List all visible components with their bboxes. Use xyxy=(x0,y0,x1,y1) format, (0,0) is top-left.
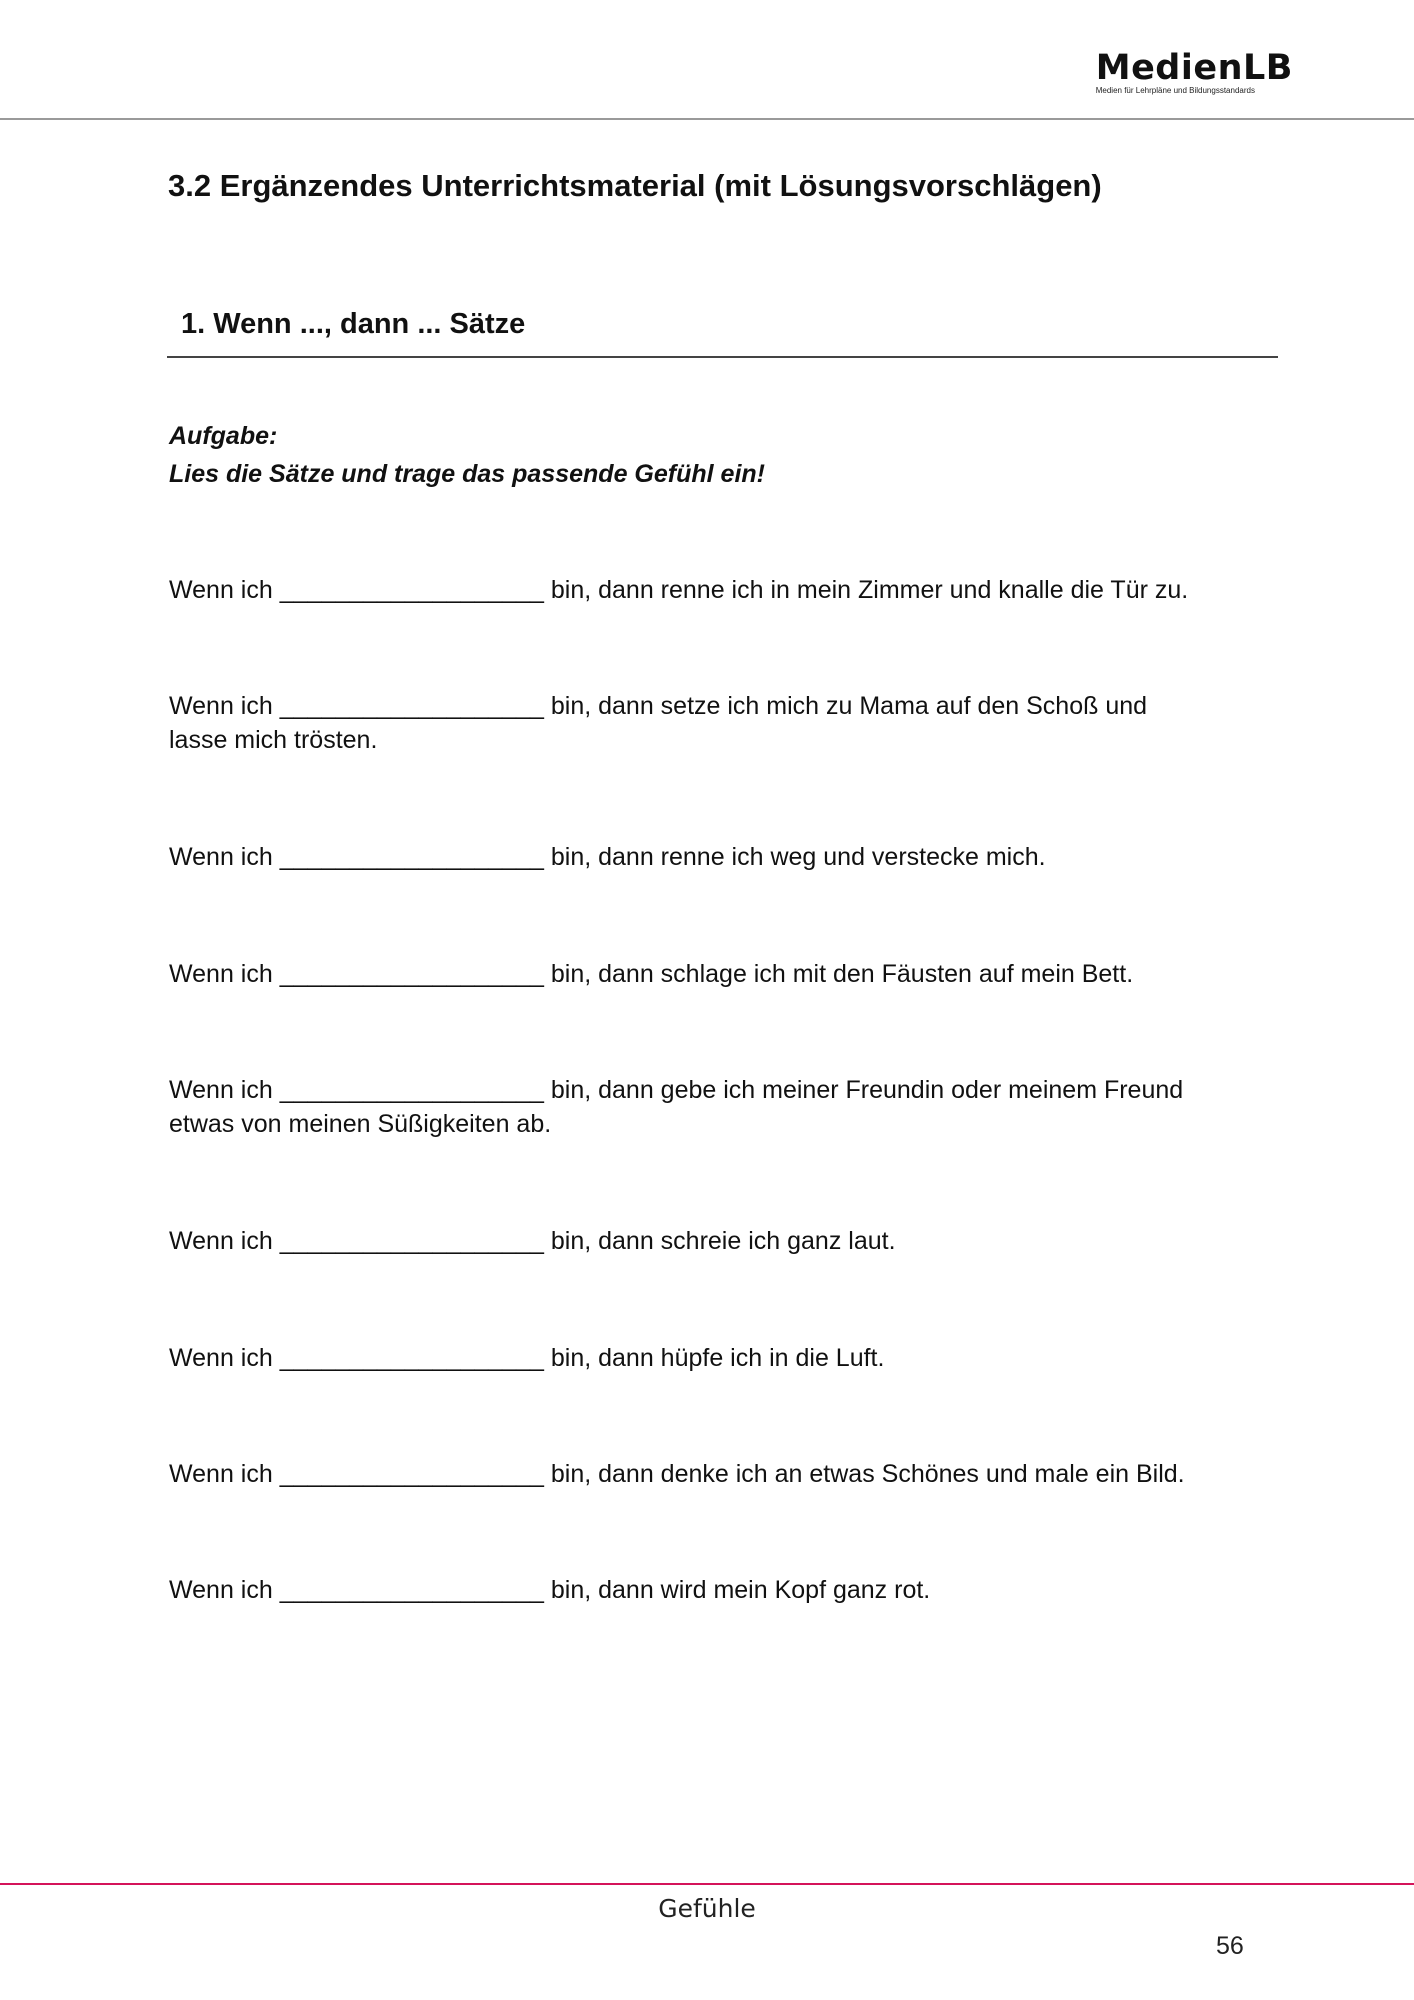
sentence-item xyxy=(169,957,1279,991)
sentence-text: bin, dann schreie ich ganz laut. xyxy=(550,1227,896,1255)
sentence-text: bin, dann setze ich mich zu Mama auf den Schoß und xyxy=(550,692,1148,720)
sentence-text: bin, dann gebe ich meiner Freundin oder meinem Freund xyxy=(550,1076,1184,1104)
sentence-item xyxy=(169,1573,1279,1607)
sentence-text: bin, dann wird mein Kopf ganz rot. xyxy=(550,1576,931,1604)
sentence-continuation: etwas von meinen Süßigkeiten ab. xyxy=(169,1110,552,1138)
task-instruction: Lies die Sätze und trage das passende Gefühl ein! xyxy=(169,460,765,488)
sentence-start: Wenn ich xyxy=(169,1076,273,1104)
answer-blank[interactable]: ___________________ xyxy=(279,692,544,720)
sentence-text: bin, dann renne ich weg und verstecke mich. xyxy=(550,843,1046,871)
sentence-text: bin, dann renne ich in mein Zimmer und knalle die Tür zu. xyxy=(550,576,1189,604)
answer-blank[interactable]: ___________________ xyxy=(279,1460,544,1488)
sentence-text: bin, dann denke ich an etwas Schönes und male ein Bild. xyxy=(550,1460,1185,1488)
answer-blank[interactable]: ___________________ xyxy=(279,843,544,871)
answer-blank[interactable]: ___________________ xyxy=(279,1227,544,1255)
medienlb-logo xyxy=(1096,50,1293,95)
logo-wordmark: MedienLB xyxy=(1095,48,1293,88)
footer-topic: Gefühle xyxy=(658,1894,756,1923)
sentence-start: Wenn ich xyxy=(169,692,273,720)
sentence-start: Wenn ich xyxy=(169,1344,273,1372)
answer-blank[interactable]: ___________________ xyxy=(279,576,544,604)
sentence-item xyxy=(169,1224,1279,1258)
sentence-start: Wenn ich xyxy=(169,960,273,988)
answer-blank[interactable]: ___________________ xyxy=(279,1344,544,1372)
sentence-item xyxy=(169,1457,1279,1491)
sentence-start: Wenn ich xyxy=(169,1460,273,1488)
answer-blank[interactable]: ___________________ xyxy=(279,1576,544,1604)
logo-tagline: Medien für Lehrpläne und Bildungsstandards xyxy=(1095,86,1255,95)
sentence-text: bin, dann hüpfe ich in die Luft. xyxy=(550,1344,885,1372)
page-number: 56 xyxy=(1216,1932,1244,1960)
sentence-item xyxy=(169,1073,1279,1141)
answer-blank[interactable]: ___________________ xyxy=(279,1076,544,1104)
sentence-text: bin, dann schlage ich mit den Fäusten auf mein Bett. xyxy=(550,960,1134,988)
exercise-title-underline xyxy=(167,356,1278,358)
sentence-start: Wenn ich xyxy=(169,843,273,871)
exercise-title: 1. Wenn ..., dann ... Sätze xyxy=(181,308,526,340)
sentence-continuation: lasse mich trösten. xyxy=(169,726,378,754)
header-divider xyxy=(0,118,1414,120)
task-label: Aufgabe: xyxy=(169,422,278,450)
sentence-start: Wenn ich xyxy=(169,576,273,604)
footer-divider xyxy=(0,1883,1414,1885)
task-box xyxy=(169,417,765,493)
sentence-item xyxy=(169,840,1279,874)
section-title: 3.2 Ergänzendes Unterrichtsmaterial (mit Lösungsvorschlägen) xyxy=(168,168,1102,203)
sentence-item xyxy=(169,1341,1279,1375)
answer-blank[interactable]: ___________________ xyxy=(279,960,544,988)
sentence-item xyxy=(169,573,1279,607)
sentence-start: Wenn ich xyxy=(169,1576,273,1604)
sentence-start: Wenn ich xyxy=(169,1227,273,1255)
sentence-item xyxy=(169,689,1279,757)
